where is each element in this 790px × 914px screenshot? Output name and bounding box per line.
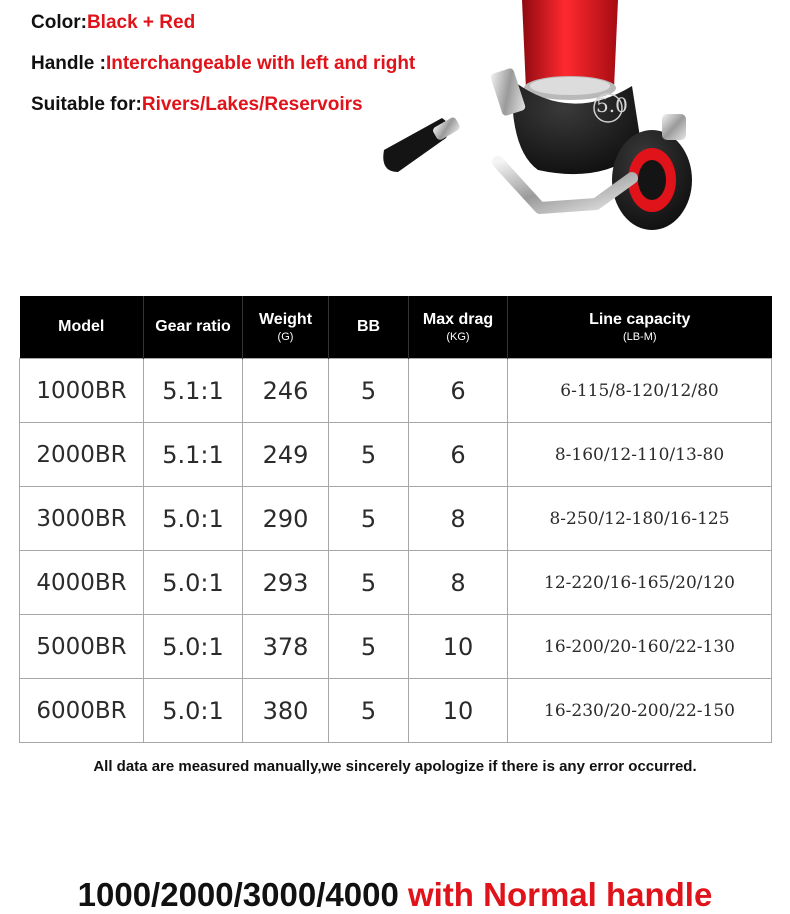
cell-gear-ratio: 5.1:1 (144, 423, 243, 487)
cell-line-capacity: 16-200/20-160/22-130 (508, 615, 772, 679)
cell-model: 5000BR (20, 615, 144, 679)
cell-gear-ratio: 5.1:1 (144, 359, 243, 423)
cell-model: 4000BR (20, 551, 144, 615)
cell-line-capacity: 6-115/8-120/12/80 (508, 359, 772, 423)
cell-weight: 378 (243, 615, 329, 679)
header-label: Weight (258, 311, 313, 328)
cell-gear-ratio: 5.0:1 (144, 679, 243, 743)
header-label: Model (58, 318, 105, 335)
cell-max-drag: 6 (409, 423, 508, 487)
header-label: Line capacity (589, 311, 691, 328)
cell-max-drag: 8 (409, 551, 508, 615)
header-unit: (KG) (446, 331, 470, 343)
cell-gear-ratio: 5.0:1 (144, 487, 243, 551)
cell-model: 3000BR (20, 487, 144, 551)
cell-bb: 5 (329, 679, 409, 743)
spec-table (19, 296, 772, 743)
cell-line-capacity: 12-220/16-165/20/120 (508, 551, 772, 615)
cell-line-capacity: 16-230/20-200/22-150 (508, 679, 772, 743)
spec-color-value: Black + Red (86, 12, 196, 33)
header-max-drag (409, 296, 508, 359)
header-line-capacity (508, 296, 772, 359)
cell-weight: 380 (243, 679, 329, 743)
table-row (20, 615, 772, 679)
header-bb (329, 296, 409, 359)
spec-suitable (31, 94, 363, 116)
cell-bb: 5 (329, 423, 409, 487)
header-model (20, 296, 144, 359)
cell-gear-ratio: 5.0:1 (144, 615, 243, 679)
cell-max-drag: 10 (409, 615, 508, 679)
cell-line-capacity: 8-250/12-180/16-125 (508, 487, 772, 551)
cell-bb: 5 (329, 615, 409, 679)
cell-max-drag: 8 (409, 487, 508, 551)
spec-handle (31, 53, 415, 75)
spec-handle-value: Interchangeable with left and right (105, 53, 416, 74)
spec-suitable-label: Suitable for: (31, 94, 142, 115)
header-gear-ratio (144, 296, 243, 359)
table-header-row (20, 296, 772, 359)
cell-weight: 293 (243, 551, 329, 615)
table-row (20, 423, 772, 487)
banner-models: 1000/2000/3000/4000 (77, 876, 399, 913)
cell-weight: 290 (243, 487, 329, 551)
header-label: Max drag (422, 311, 494, 328)
cell-weight: 246 (243, 359, 329, 423)
header-weight (243, 296, 329, 359)
banner-suffix: with Normal handle (407, 876, 713, 913)
table-row (20, 679, 772, 743)
table-row (20, 551, 772, 615)
cell-gear-ratio: 5.0:1 (144, 551, 243, 615)
cell-model: 6000BR (20, 679, 144, 743)
disclaimer-note: All data are measured manually,we sincerely apologize if there is any error occurred. (93, 758, 697, 775)
spec-handle-label: Handle : (31, 53, 106, 74)
cell-bb: 5 (329, 359, 409, 423)
cell-line-capacity: 8-160/12-110/13-80 (508, 423, 772, 487)
cell-model: 1000BR (20, 359, 144, 423)
cell-max-drag: 10 (409, 679, 508, 743)
header-label: BB (356, 318, 381, 335)
spec-color (31, 12, 195, 34)
handle-banner (0, 876, 790, 914)
spool-number-text: 5.0 (596, 93, 628, 117)
fishing-reel-image (370, 0, 700, 240)
header-unit: (G) (277, 331, 294, 343)
spec-suitable-value: Rivers/Lakes/Reservoirs (141, 94, 363, 115)
table-row (20, 487, 772, 551)
spec-color-label: Color: (31, 12, 87, 33)
header-unit: (LB-M) (622, 331, 657, 343)
cell-model: 2000BR (20, 423, 144, 487)
cell-max-drag: 6 (409, 359, 508, 423)
cell-bb: 5 (329, 551, 409, 615)
header-label: Gear ratio (155, 318, 231, 335)
cell-weight: 249 (243, 423, 329, 487)
cell-bb: 5 (329, 487, 409, 551)
table-row (20, 359, 772, 423)
